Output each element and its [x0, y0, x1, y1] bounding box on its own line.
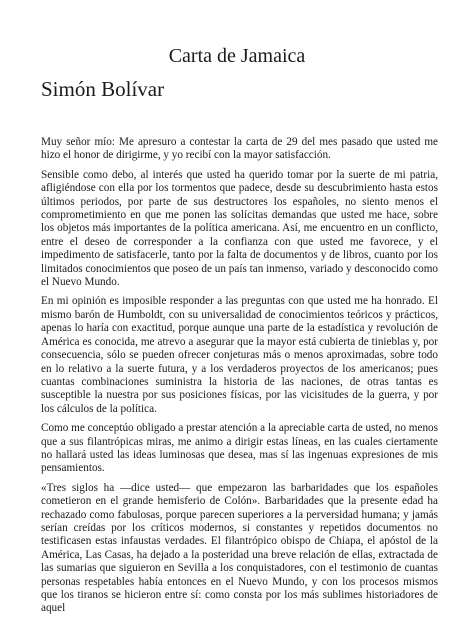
- paragraph: Muy señor mío: Me apresuro a contestar la carta de 29 del mes pasado que usted me hizo el honor de dirigirme, y yo recibí con la mayor satisfacción.: [41, 136, 438, 162]
- document-author: Simón Bolívar: [41, 77, 165, 101]
- document-title: Carta de Jamaica: [168, 45, 306, 67]
- paragraph: En mi opinión es imposible responder a las preguntas con que usted me ha honrado. El mismo barón de Humboldt, con su universalidad de conocimientos teóricos y prácticos, apenas lo haría con exactitud, porque aunque una parte de la estadística y revolución de América es conocida, me atrevo a asegurar que la mayor está cubierta de tinieblas y, por consecuencia, sólo se pueden ofrecer conjeturas más o menos aproximadas, sobre todo en lo relativo a la suerte futura, y a los verdaderos proyectos de los americanos; pues cuantas combinaciones suministra la historia de las naciones, de otras tantas es susceptible la nuestra por sus posiciones físicas, por las vicisitudes de la guerra, y por los cálculos de la política.: [41, 295, 438, 415]
- document-body: [41, 136, 438, 622]
- paragraph: Como me conceptúo obligado a prestar atención a la apreciable carta de usted, no menos que a sus filantrópicas miras, me animo a dirigir estas líneas, en las cuales ciertamente no hallará usted las ideas luminosas que desea, mas sí las ingenuas expresiones de mis pensamientos.: [41, 422, 438, 475]
- paragraph: Sensible como debo, al interés que usted ha querido tomar por la suerte de mi patria, afligiéndose con ella por los tormentos que padece, desde su descubrimiento hasta estos últimos periodos, por parte de sus destructores los españoles, no siento menos el comprometimiento en que me ponen las solícitas demandas que usted me hace, sobre los objetos más importantes de la política americana. Así, me encuentro en un conflicto, entre el deseo de corresponder a la confianza con que usted me favorece, y el impedimento de satisfacerle, tanto por la falta de documentos y de libros, cuanto por los limitados conocimientos que poseo de un país tan inmenso, variado y desconocido como el Nuevo Mundo.: [41, 168, 438, 289]
- paragraph: «Tres siglos ha —dice usted— que empezaron las barbaridades que los españoles cometieron en el grande hemisferio de Colón». Barbaridades que la presente edad ha rechazado como fabulosas, porque parecen superiores a la perversidad humana; y jamás serían creídas por los críticos modernos, si constantes y repetidos documentos no testificasen estas infaustas verdades. El filantrópico obispo de Chiapa, el apóstol de la América, Las Casas, ha dejado a la posteridad una breve relación de ellas, extractada de las sumarias que siguieron en Sevilla a los conquistadores, con el testimonio de cuantas personas respetables había entonces en el Nuevo Mundo, y con los procesos mismos que los tiranos se hicieron entre sí: como consta por los más sublimes historiadores de aquel: [41, 481, 438, 615]
